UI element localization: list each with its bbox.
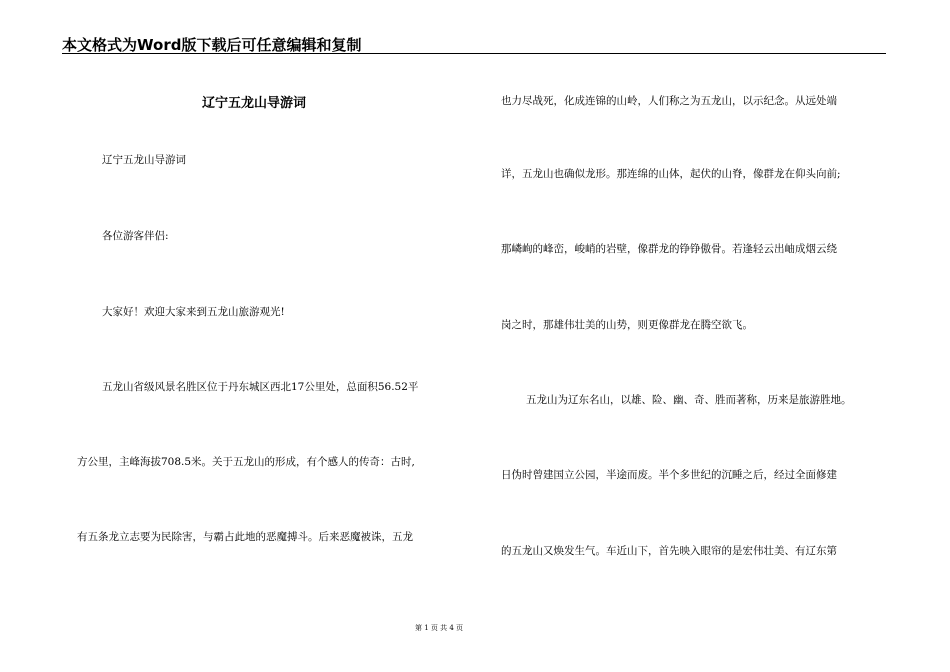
left-paragraph-line: 辽宁五龙山导游词 [102, 154, 186, 166]
page-title: 辽宁五龙山导游词 [202, 96, 307, 111]
left-paragraph-line: 有五条龙立志要为民除害，与霸占此地的恶魔搏斗。后来恶魔被诛，五龙 [77, 531, 413, 543]
left-paragraph-line: 方公里，主峰海拔708.5米。关于五龙山的形成，有个感人的传奇：古时, [77, 456, 415, 468]
page-number: 第 1 页 共 4 页 [414, 624, 464, 632]
left-paragraph-line: 各位游客伴侣: [102, 230, 169, 242]
right-paragraph-line: 岗之时，那雄伟壮美的山势，则更像群龙在腾空欲飞。 [501, 319, 753, 331]
left-paragraph-line: 大家好！欢迎大家来到五龙山旅游观光! [102, 306, 285, 318]
left-paragraph-line: 五龙山省级风景名胜区位于丹东城区西北17公里处，总面积56.52平 [102, 381, 419, 393]
download-banner: 本文格式为Word版下载后可任意编辑和复制 [62, 36, 362, 54]
right-paragraph-line: 五龙山为辽东名山，以雄、险、幽、奇、胜而著称，历来是旅游胜地。 [526, 394, 852, 406]
right-paragraph-line: 日伪时曾建国立公园，半途而废。半个多世纪的沉睡之后，经过全面修建 [501, 469, 837, 481]
right-paragraph-line: 也力尽战死，化成连锦的山岭，人们称之为五龙山，以示纪念。从远处端 [501, 95, 837, 107]
header-rule [62, 53, 886, 54]
right-paragraph-line: 那嶙峋的峰峦，峻峭的岩壁，像群龙的铮铮傲骨。若逢轻云出岫成烟云绕 [501, 243, 837, 255]
right-paragraph-line: 详，五龙山也确似龙形。那连绵的山体，起伏的山脊，像群龙在仰头向前; [501, 168, 841, 180]
right-paragraph-line: 的五龙山又焕发生气。车近山下，首先映入眼帘的是宏伟壮美、有辽东第 [501, 545, 837, 557]
